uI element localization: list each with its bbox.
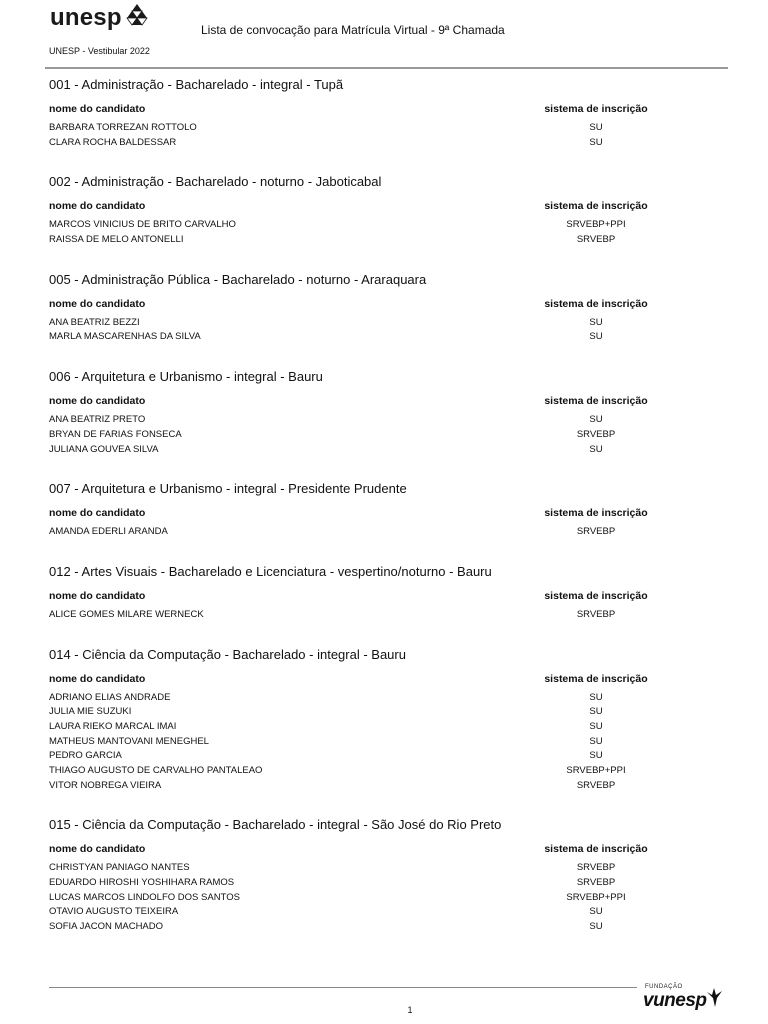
header-divider xyxy=(45,67,728,69)
candidate-row xyxy=(49,233,729,248)
candidate-system: SU xyxy=(589,443,603,455)
candidate-row xyxy=(49,316,729,331)
course-section xyxy=(49,563,729,623)
candidate-name: MATHEUS MANTOVANI MENEGHEL xyxy=(49,735,209,747)
candidate-row xyxy=(49,749,729,764)
candidate-system: SRVEBP xyxy=(576,779,616,791)
course-section xyxy=(49,646,729,794)
column-header-name: nome do candidato xyxy=(49,200,146,213)
column-header-row xyxy=(49,507,729,522)
candidate-name: CLARA ROCHA BALDESSAR xyxy=(49,136,177,148)
candidate-system: SU xyxy=(589,316,603,328)
candidate-name: AMANDA EDERLI ARANDA xyxy=(49,526,168,538)
course-section xyxy=(49,816,729,934)
column-header-system: sistema de inscrição xyxy=(544,103,648,115)
candidate-system: SRVEBP xyxy=(576,234,616,246)
candidate-name: RAISSA DE MELO ANTONELLI xyxy=(49,234,184,246)
candidate-row xyxy=(49,861,729,876)
column-header-system: sistema de inscrição xyxy=(544,200,648,213)
course-title: 001 - Administração - Bacharelado - integral - Tupã xyxy=(49,77,344,92)
column-header-system: sistema de inscrição xyxy=(544,589,648,602)
vunesp-logo-small-text: FUNDAÇÃO xyxy=(645,984,683,990)
column-header-name: nome do candidato xyxy=(49,589,146,602)
course-title: 014 - Ciência da Computação - Bacharelado - integral - Bauru xyxy=(49,646,406,662)
candidate-system: SU xyxy=(589,735,603,747)
candidate-system: SU xyxy=(589,706,603,718)
candidate-name: LAURA RIEKO MARCAL IMAI xyxy=(49,720,177,732)
candidate-name: ADRIANO ELIAS ANDRADE xyxy=(49,691,171,703)
candidate-system: SU xyxy=(589,136,603,148)
candidate-row xyxy=(49,691,729,706)
course-title: 015 - Ciência da Computação - Bacharelado - integral - São José do Rio Preto xyxy=(49,817,502,833)
candidate-name: LUCAS MARCOS LINDOLFO DOS SANTOS xyxy=(49,891,240,903)
candidate-row xyxy=(49,330,729,345)
unesp-logo-text: unesp xyxy=(50,4,122,31)
candidate-row xyxy=(49,720,729,735)
column-header-row xyxy=(49,843,729,858)
header-subtitle: UNESP - Vestibular 2022 xyxy=(49,46,150,56)
column-header-name: nome do candidato xyxy=(49,297,146,310)
course-section xyxy=(49,271,729,345)
candidate-row xyxy=(49,920,729,935)
candidate-system: SRVEBP xyxy=(576,862,616,874)
column-header-row xyxy=(49,395,729,410)
column-header-name: nome do candidato xyxy=(49,843,146,856)
candidate-system: SU xyxy=(589,414,603,426)
candidate-system: SU xyxy=(589,720,603,732)
footer-divider xyxy=(49,987,637,988)
candidate-row xyxy=(49,876,729,891)
column-header-name: nome do candidato xyxy=(49,395,146,408)
candidate-system: SU xyxy=(589,921,603,933)
column-header-system: sistema de inscrição xyxy=(544,672,648,685)
unesp-logo xyxy=(50,4,149,32)
course-title: 002 - Administração - Bacharelado - noturno - Jaboticabal xyxy=(49,174,382,190)
candidate-name: THIAGO AUGUSTO DE CARVALHO PANTALEAO xyxy=(49,765,263,776)
candidate-system: SU xyxy=(589,691,603,703)
candidate-name: JULIANA GOUVEA SILVA xyxy=(49,443,159,455)
document-title: Lista de convocação para Matrícula Virtual - 9ª Chamada xyxy=(201,23,505,37)
course-list xyxy=(49,73,729,935)
candidate-row xyxy=(49,608,729,623)
candidate-row xyxy=(49,413,729,428)
candidate-row xyxy=(49,136,729,151)
column-header-system: sistema de inscrição xyxy=(544,843,648,856)
candidate-row xyxy=(49,525,729,540)
candidate-system: SRVEBP+PPI xyxy=(566,891,626,903)
candidate-system: SRVEBP+PPI xyxy=(566,219,626,231)
column-header-system: sistema de inscrição xyxy=(544,395,648,408)
unesp-logo-mark-icon xyxy=(125,3,149,27)
candidate-system: SU xyxy=(589,331,603,343)
candidate-name: CHRISTYAN PANIAGO NANTES xyxy=(49,862,190,874)
column-header-row xyxy=(49,200,729,215)
column-header-row xyxy=(49,590,729,605)
candidate-name: ALICE GOMES MILARE WERNECK xyxy=(49,608,204,620)
vunesp-logo-text: vunesp xyxy=(643,990,707,1011)
candidate-system: SU xyxy=(589,750,603,762)
candidate-name: ANA BEATRIZ PRETO xyxy=(49,414,146,426)
course-title: 006 - Arquitetura e Urbanismo - integral - Bauru xyxy=(49,369,323,385)
column-header-row xyxy=(49,298,729,313)
candidate-row xyxy=(49,218,729,233)
candidate-name: VITOR NOBREGA VIEIRA xyxy=(49,779,162,791)
page-number: 1 xyxy=(407,1005,413,1015)
candidate-name: PEDRO GARCIA xyxy=(49,750,122,762)
candidate-name: BARBARA TORREZAN ROTTOLO xyxy=(49,122,197,133)
column-header-name: nome do candidato xyxy=(49,103,146,115)
candidate-row xyxy=(49,779,729,794)
candidate-system: SU xyxy=(589,122,603,133)
candidate-name: ANA BEATRIZ BEZZI xyxy=(49,316,140,328)
candidate-row xyxy=(49,705,729,720)
candidate-name: MARCOS VINICIUS DE BRITO CARVALHO xyxy=(49,219,236,231)
candidate-row xyxy=(49,428,729,443)
vunesp-bird-icon xyxy=(705,986,723,1008)
course-section xyxy=(49,76,729,150)
candidate-system: SRVEBP xyxy=(576,608,616,620)
vunesp-logo xyxy=(643,984,723,1012)
candidate-name: JULIA MIE SUZUKI xyxy=(49,706,132,718)
course-section xyxy=(49,368,729,457)
course-title: 005 - Administração Pública - Bacharelado - noturno - Araraquara xyxy=(49,271,427,287)
candidate-row xyxy=(49,891,729,906)
candidate-row xyxy=(49,735,729,750)
course-title: 007 - Arquitetura e Urbanismo - integral - Presidente Prudente xyxy=(49,481,407,497)
candidate-name: BRYAN DE FARIAS FONSECA xyxy=(49,428,182,440)
candidate-name: EDUARDO HIROSHI YOSHIHARA RAMOS xyxy=(49,877,235,889)
candidate-name: OTAVIO AUGUSTO TEIXEIRA xyxy=(49,906,179,918)
column-header-row xyxy=(49,673,729,688)
column-header-name: nome do candidato xyxy=(49,507,146,520)
column-header-system: sistema de inscrição xyxy=(544,507,648,520)
candidate-row xyxy=(49,121,729,136)
candidate-row xyxy=(49,443,729,458)
course-section xyxy=(49,480,729,540)
course-title: 012 - Artes Visuais - Bacharelado e Licenciatura - vespertino/noturno - Bauru xyxy=(49,563,492,579)
candidate-system: SRVEBP xyxy=(576,428,616,440)
column-header-name: nome do candidato xyxy=(49,672,146,685)
candidate-row xyxy=(49,905,729,920)
candidate-row xyxy=(49,764,729,779)
column-header-system: sistema de inscrição xyxy=(544,297,648,310)
candidate-name: MARLA MASCARENHAS DA SILVA xyxy=(49,331,201,343)
course-section xyxy=(49,173,729,247)
column-header-row xyxy=(49,103,729,118)
candidate-system: SRVEBP xyxy=(576,877,616,889)
candidate-system: SRVEBP+PPI xyxy=(566,765,626,776)
candidate-name: SOFIA JACON MACHADO xyxy=(49,921,164,933)
candidate-system: SRVEBP xyxy=(576,526,616,538)
candidate-system: SU xyxy=(589,906,603,918)
